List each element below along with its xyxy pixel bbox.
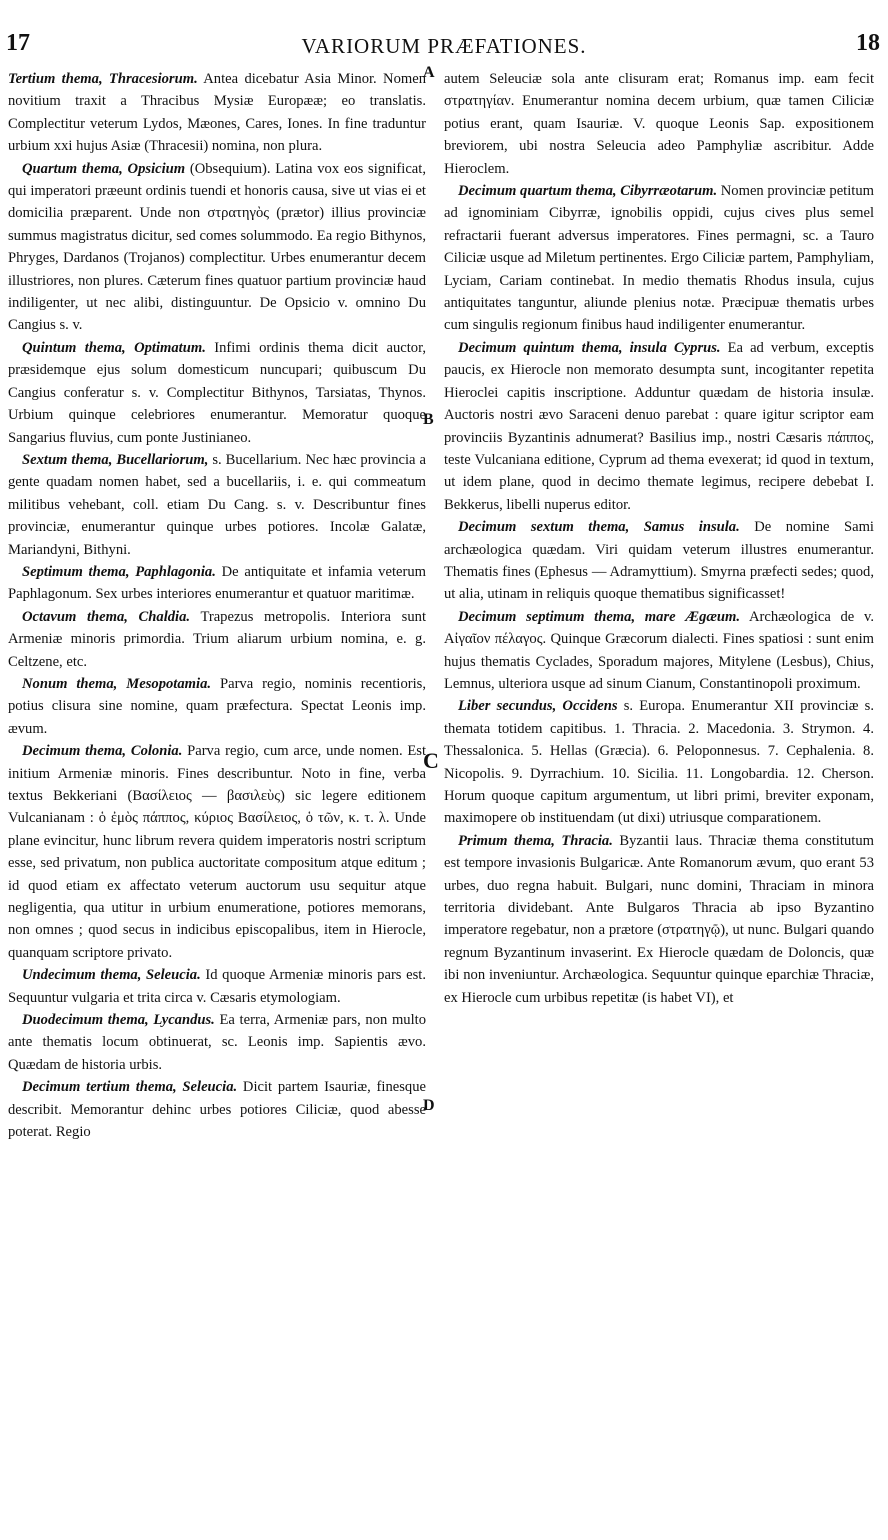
margin-marker-d: D <box>423 1097 435 1114</box>
paragraph <box>8 740 426 964</box>
section-title: Nonum thema, Mesopotamia. <box>22 675 212 692</box>
paragraph <box>8 449 426 561</box>
paragraph-text: De antiquitate et infamia veterum Paphlagonum. Sex urbes interiores enumerantur et quatuor maritimæ. <box>8 563 426 603</box>
paragraph <box>8 606 426 673</box>
section-title: Tertium thema, Thracesiorum. <box>8 71 198 87</box>
section-title: Septimum thema, Paphlagonia. <box>22 563 216 580</box>
section-title: Decimum thema, Colonia. <box>22 743 183 760</box>
running-title: VARIORUM PRÆFATIONES. <box>301 34 587 58</box>
section-title: Quintum thema, Optimatum. <box>22 339 206 356</box>
paragraph <box>444 606 874 696</box>
paragraph-text: Trapezus metropolis. Interiora sunt Armeniæ minoris primordia. Trium aliarum urbium nomina, e. g. Celtzene, etc. <box>8 608 426 670</box>
paragraph-text: Parva regio, cum arce, unde nomen. Est initium Armeniæ minoris. Fines describuntur. Noto in fine, verba textus Bekkeriani (Βασίλειος — βασιλεὺς) sic legere editionem Vulcanianam : ὁ ἐμὸς πάππος, κύριος Βασίλειος, ὁ τῶν, κ. τ. λ. Unde plane evincitur, hunc librum revera quidem imperatoris nostri scriptum esse, sed privatum, non publica auctoritate compositum atque editum ; id quod etiam ex affectato veterum auctorum usu sequitur atque negligentia, qua utitur in urbium enumeratione, potiores memorans, non omnes ; quod secus in indicibus episcopalibus, item in Hierocle, quanquam scriptore privato. <box>8 743 426 961</box>
section-title: Decimum sextum thema, Samus insula. <box>458 519 740 536</box>
paragraph-text: Ea terra, Armeniæ pars, non multo ante thematis locum obtinuerat, sc. Leonis imp. Sapientis ævo. Quædam de historia urbis. <box>8 1012 427 1073</box>
paragraph-text: (Obsequium). Latina vox eos significat, qui imperatori præeunt ordinis tuendi et honoris causa, sive ut vias ei et domicilia præparent. Unde non στρατηγὸς (prætor) illius provinciæ summus magistratus dicitur, sed comes solummodo. Ea regio Bithynos, Phryges, Dardanos (Trojanos) complectitur. Urbes enumerantur decem illustriores, non plures. Cæterum fines quatuor partium provinciæ haud indiligenter, ut nec alibi, distinguuntur. De Opsicio v. omnino Du Cangius s. v. <box>8 160 426 334</box>
paragraph <box>444 68 874 180</box>
paragraph <box>8 158 426 337</box>
section-title: Decimum tertium thema, Seleucia. <box>22 1079 238 1096</box>
paragraph-text: Nomen provinciæ petitum ad ignominiam Cibyrræ, ignobilis oppidi, cujus cives plus semel refractarii fuerant adversus imperatores. Fines permagni, sc. a Tauro Ciliciæ usque ad Miletum pertinentes. Ergo Ciliciæ partem, Pamphyliam, Lyciam, Cariam continebat. In medio thematis Rhodus insula, cujus antiquitates tanguntur, aliunde plenius notæ. Præcipuæ thematis urbes cum singulis regionum finibus haud indiligenter enumerantur. <box>444 183 874 334</box>
paragraph <box>444 337 874 516</box>
section-title: Quartum thema, Opsicium <box>22 160 186 177</box>
section-title: Sextum thema, Bucellariorum, <box>22 451 209 468</box>
paragraph <box>8 673 426 740</box>
section-title: Liber secundus, Occidens <box>458 698 618 715</box>
paragraph-text: autem Seleuciæ sola ante clisuram erat; Romanus imp. eam fecit στρατηγίαν. Enumerantur nomina decem urbium, quæ tamen Ciliciæ potius erant, quam Isauriæ. V. quoque Leonis Sap. expositionem breviorem, ubi nostra Seleucia adeo Pamphyliæ ascribitur. Adde Hieroclem. <box>444 71 874 177</box>
left-page-number: 17 <box>6 30 30 56</box>
paragraph <box>444 695 874 829</box>
paragraph-text: Dicit partem Isauriæ, finesque describit. Memorantur dehinc urbes potiores Ciliciæ, quod abesse poterat. Regio <box>8 1079 426 1141</box>
paragraph-text: De nomine Sami archæologica quædam. Viri quidam veterum illustres enumerantur. Thematis fines (Ephesus — Adramyttium). Smyrna præfecti sedes; quod, ut alia, utinam in reliquis quoque thematibus significasset! <box>444 519 874 603</box>
section-title: Decimum quintum thema, insula Cyprus. <box>458 339 721 356</box>
section-title: Duodecimum thema, Lycandus. <box>22 1012 215 1029</box>
right-page-number: 18 <box>856 30 880 56</box>
running-header <box>0 30 888 66</box>
section-title: Decimum septimum thema, mare Ægæum. <box>458 608 741 625</box>
paragraph <box>8 561 426 606</box>
paragraph-text: s. Bucellarium. Nec hæc provincia a gente quadam nomen habet, sed a bucellariis, i. e. qui commeatum militibus vehebant, coll. etiam Du Cang. s. v. Describuntur fines provinciæ, enumerantur quinque urbes potiores. Incolæ Galatæ, Mariandyni, Bithyni. <box>8 451 426 558</box>
paragraph-text: Archæologica de v. Αἰγαῖον πέλαγος. Quinque Græcorum dialecti. Fines spatiosi : sunt enim hujus thematis Cyclades, Sporadum majores, Mitylene (Lesbus), Chius, Lemnus, ulteriora usque ad sinum Cianum, Constantinopoli proximum. <box>444 608 874 692</box>
paragraph <box>444 830 874 1009</box>
section-title: Undecimum thema, Seleucia. <box>22 967 201 984</box>
section-title: Primum thema, Thracia. <box>458 832 613 849</box>
section-title: Decimum quartum thema, Cibyrræotarum. <box>458 183 718 200</box>
paragraph <box>8 337 426 449</box>
margin-marker-b: B <box>423 411 434 428</box>
paragraph <box>444 180 874 337</box>
left-text-column <box>8 68 426 1144</box>
paragraph-text: Id quoque Armeniæ minoris pars est. Sequuntur vulgaria et trita circa v. Cæsaris etymologiam. <box>8 967 426 1006</box>
right-text-column <box>444 68 874 1009</box>
section-title: Octavum thema, Chaldia. <box>22 608 191 625</box>
paragraph-text: Ea ad verbum, exceptis paucis, ex Hierocle non memorato desumpta sunt, incogitanter repetita Hieroclei capitis inscriptione. Adduntur quædam de historia insulæ. Auctoris nostri ævo Saraceni denuo parebat : quare igitur scriptor eam provinciis Byzantinis adnumerat? Basilius imp., nostri Cæsaris πάππος, teste Vulcaniana editione, Cyprum ad thema evexerat; id quod in textum, ut idem plane, quod in decimo themate legimus, recipere debebat I. Bekkerus, libelli nuperus editor. <box>444 339 874 513</box>
paragraph-text: Byzantii laus. Thraciæ thema constitutum est tempore invasionis Bulgaricæ. Ante Romanorum ævum, quo erant 53 urbes, duo regna habuit. Bulgari, nunc domini, Thraciam in minora territoria dividebant. Ante Bulgaros Thracia ab ipso Byzantino imperatore regebatur, non a prætore (στρατηγῷ), ut nunc. Bulgari quando regnum Byzantinum invaserint. Ex Hierocle quædam de Doloncis, quæ ibi non inveniuntur. Archæologica. Sequuntur quinque eparchiæ Thraciæ, ex Hierocle cum urbibus repetitæ (is habet VI), et <box>444 832 874 1006</box>
paragraph <box>444 516 874 606</box>
margin-marker-a: A <box>423 64 435 81</box>
margin-marker-c: C <box>423 748 439 773</box>
paragraph <box>8 1009 426 1076</box>
paragraph <box>8 964 426 1009</box>
paragraph <box>8 68 426 158</box>
paragraph-text: Antea dicebatur Asia Minor. Nomen novitium traxit a Thracibus Mysiæ Europææ; eo translatis. Complectitur veterum Lydos, Mæones, Cares, Iones. In fine traduntur urbium xxi hujus Asiæ (Thracesii) nomina, non plura. <box>8 71 427 155</box>
paragraph-text: s. Europa. Enumerantur XII provinciæ s. themata totidem capitibus. 1. Thracia. 2. Macedonia. 3. Strymon. 4. Thessalonica. 5. Hellas (Græcia). 6. Peloponnesus. 7. Cephalenia. 8. Nicopolis. 9. Dyrrachium. 10. Sicilia. 11. Longobardia. 12. Cherson. Horum quoque capitum argumentum, ut libri primi, breviter exponam, maximopere ob instituendam (ut dixi) utriusque comparationem. <box>444 698 874 827</box>
paragraph <box>8 1076 426 1143</box>
paragraph-text: Infimi ordinis thema dicit auctor, præsidemque ejus solum domesticum nuncupari; quibuscum Du Cangius conferatur s. v. Complectitur Bithynos, Tarsiatas, Thynos. Urbium quinque celebriores enumerantur. Memoratur quoque Sangarius fluvius, cum ponte Justinianeo. <box>8 339 426 446</box>
paragraph-text: Parva regio, nominis recentioris, potius clisura sine nomine, quam præfectura. Spectat Leonis imp. ævum. <box>8 675 426 737</box>
